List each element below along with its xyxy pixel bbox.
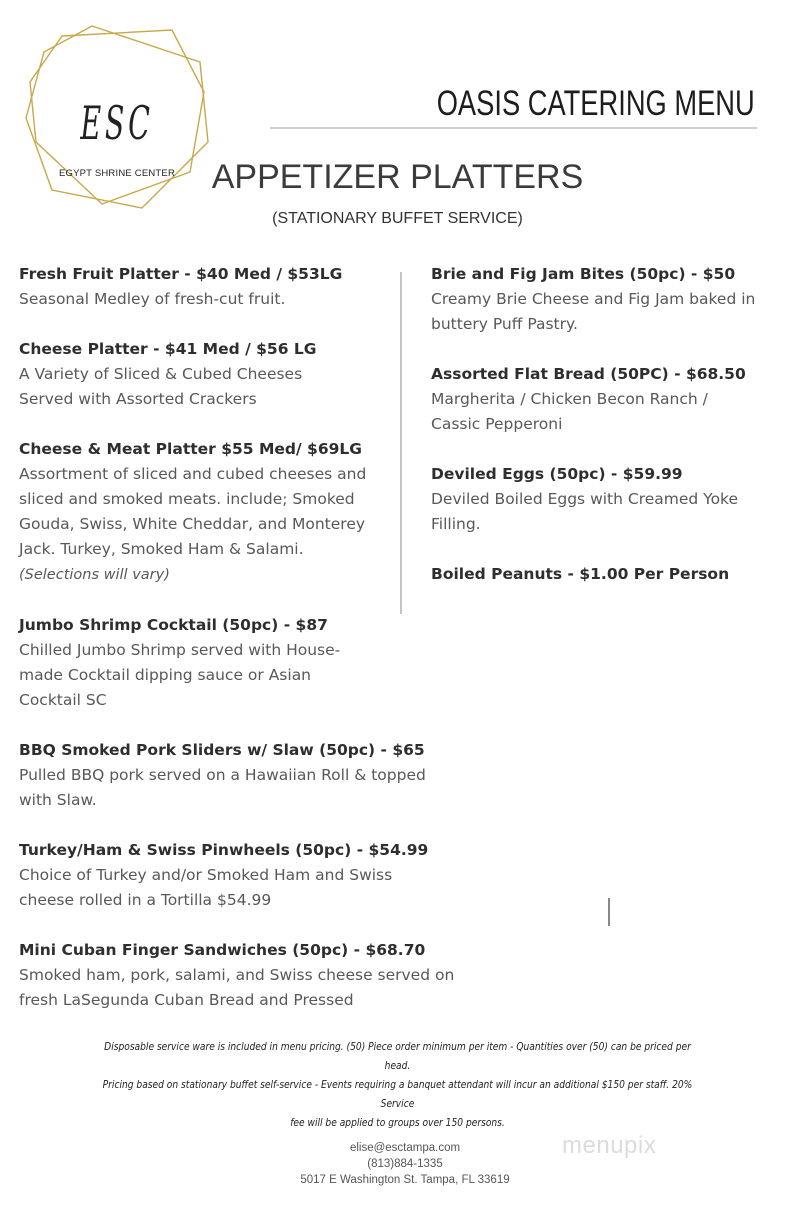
item-name: Assorted Flat Bread (50PC) - $68.50 <box>431 365 746 383</box>
menu-item <box>19 613 419 713</box>
item-name: Cheese Platter - $41 Med / $56 LG <box>19 340 317 358</box>
menu-item <box>431 462 791 537</box>
contact-email[interactable]: elise@esctampa.com <box>349 1142 461 1154</box>
item-name: Jumbo Shrimp Cocktail (50pc) - $87 <box>19 616 328 634</box>
item-name: Turkey/Ham & Swiss Pinwheels (50pc) - $54.99 <box>19 841 429 859</box>
menu-item <box>19 262 419 312</box>
menu-item <box>431 262 791 337</box>
column-divider <box>400 272 402 614</box>
item-description: A Variety of Sliced & Cubed Cheeses Served with Assorted Crackers <box>19 365 303 408</box>
item-name: Cheese & Meat Platter $55 Med/ $69LG <box>19 440 362 458</box>
logo-monogram: ESC <box>80 96 154 150</box>
item-name: Brie and Fig Jam Bites (50pc) - $50 <box>431 265 736 283</box>
item-name: Boiled Peanuts - $1.00 Per Person <box>431 565 730 583</box>
watermark: menupix <box>562 1132 657 1159</box>
menu-item <box>19 738 426 813</box>
footer-note-line: Disposable service ware is included in menu pricing. (50) Piece order minimum per item - Quantities over (50) can be priced per head. <box>104 1040 691 1072</box>
item-description: Smoked ham, pork, salami, and Swiss cheese served on fresh LaSegunda Cuban Bread and Pressed <box>19 966 455 1009</box>
section-title: APPETIZER PLATTERS <box>211 158 584 196</box>
item-name: Deviled Eggs (50pc) - $59.99 <box>431 465 683 483</box>
item-description: Creamy Brie Cheese and Fig Jam baked in buttery Puff Pastry. <box>431 290 756 333</box>
item-description: Chilled Jumbo Shrimp served with House-made Cocktail dipping sauce or Asian Cocktail SC <box>19 641 341 709</box>
item-description <box>19 462 379 588</box>
item-name: Fresh Fruit Platter - $40 Med / $53LG <box>19 265 343 283</box>
item-description-text: Assortment of sliced and cubed cheeses and sliced and smoked meats. include; Smoked Gouda, Swiss, White Cheddar, and Monterey Jack. Turkey, Smoked Ham & Salami. <box>19 465 367 558</box>
item-note: (Selections will vary) <box>19 567 170 583</box>
menu-column-right <box>431 262 791 612</box>
logo-name: EGYPT SHRINE CENTER <box>58 168 176 179</box>
item-description: Pulled BBQ pork served on a Hawaiian Roll & topped with Slaw. <box>19 766 426 809</box>
footer-note-line: fee will be applied to groups over 150 persons. <box>290 1116 505 1129</box>
item-name: Mini Cuban Finger Sandwiches (50pc) - $68.70 <box>19 941 426 959</box>
item-description: Margherita / Chicken Becon Ranch / Cassic Pepperoni <box>431 390 708 433</box>
menu-column-left <box>19 262 455 1038</box>
section-subtitle: (STATIONARY BUFFET SERVICE) <box>272 210 523 227</box>
menu-item <box>431 362 791 437</box>
page-title: OASIS CATERING MENU <box>436 84 755 123</box>
title-divider <box>270 127 757 129</box>
item-name: BBQ Smoked Pork Sliders w/ Slaw (50pc) - $65 <box>19 741 425 759</box>
menu-item <box>19 838 429 913</box>
stray-mark <box>608 898 610 926</box>
item-description: Seasonal Medley of fresh-cut fruit. <box>19 290 286 308</box>
footer-note-line: Pricing based on stationary buffet self-service - Events requiring a banquet attendant will incur an additional $150 per staff. 20% Service <box>102 1078 693 1110</box>
menu-item <box>19 938 455 1013</box>
menu-item <box>19 337 419 412</box>
contact-phone: (813)884-1335 <box>367 1158 443 1170</box>
item-description: Choice of Turkey and/or Smoked Ham and Swiss cheese rolled in a Tortilla $54.99 <box>19 866 393 909</box>
item-description: Deviled Boiled Eggs with Creamed Yoke Filling. <box>431 490 739 533</box>
menu-item <box>431 562 791 587</box>
contact-block <box>255 1140 555 1188</box>
menu-item <box>19 437 419 588</box>
contact-address: 5017 E Washington St. Tampa, FL 33619 <box>300 1174 510 1186</box>
footer-note <box>96 1037 699 1132</box>
